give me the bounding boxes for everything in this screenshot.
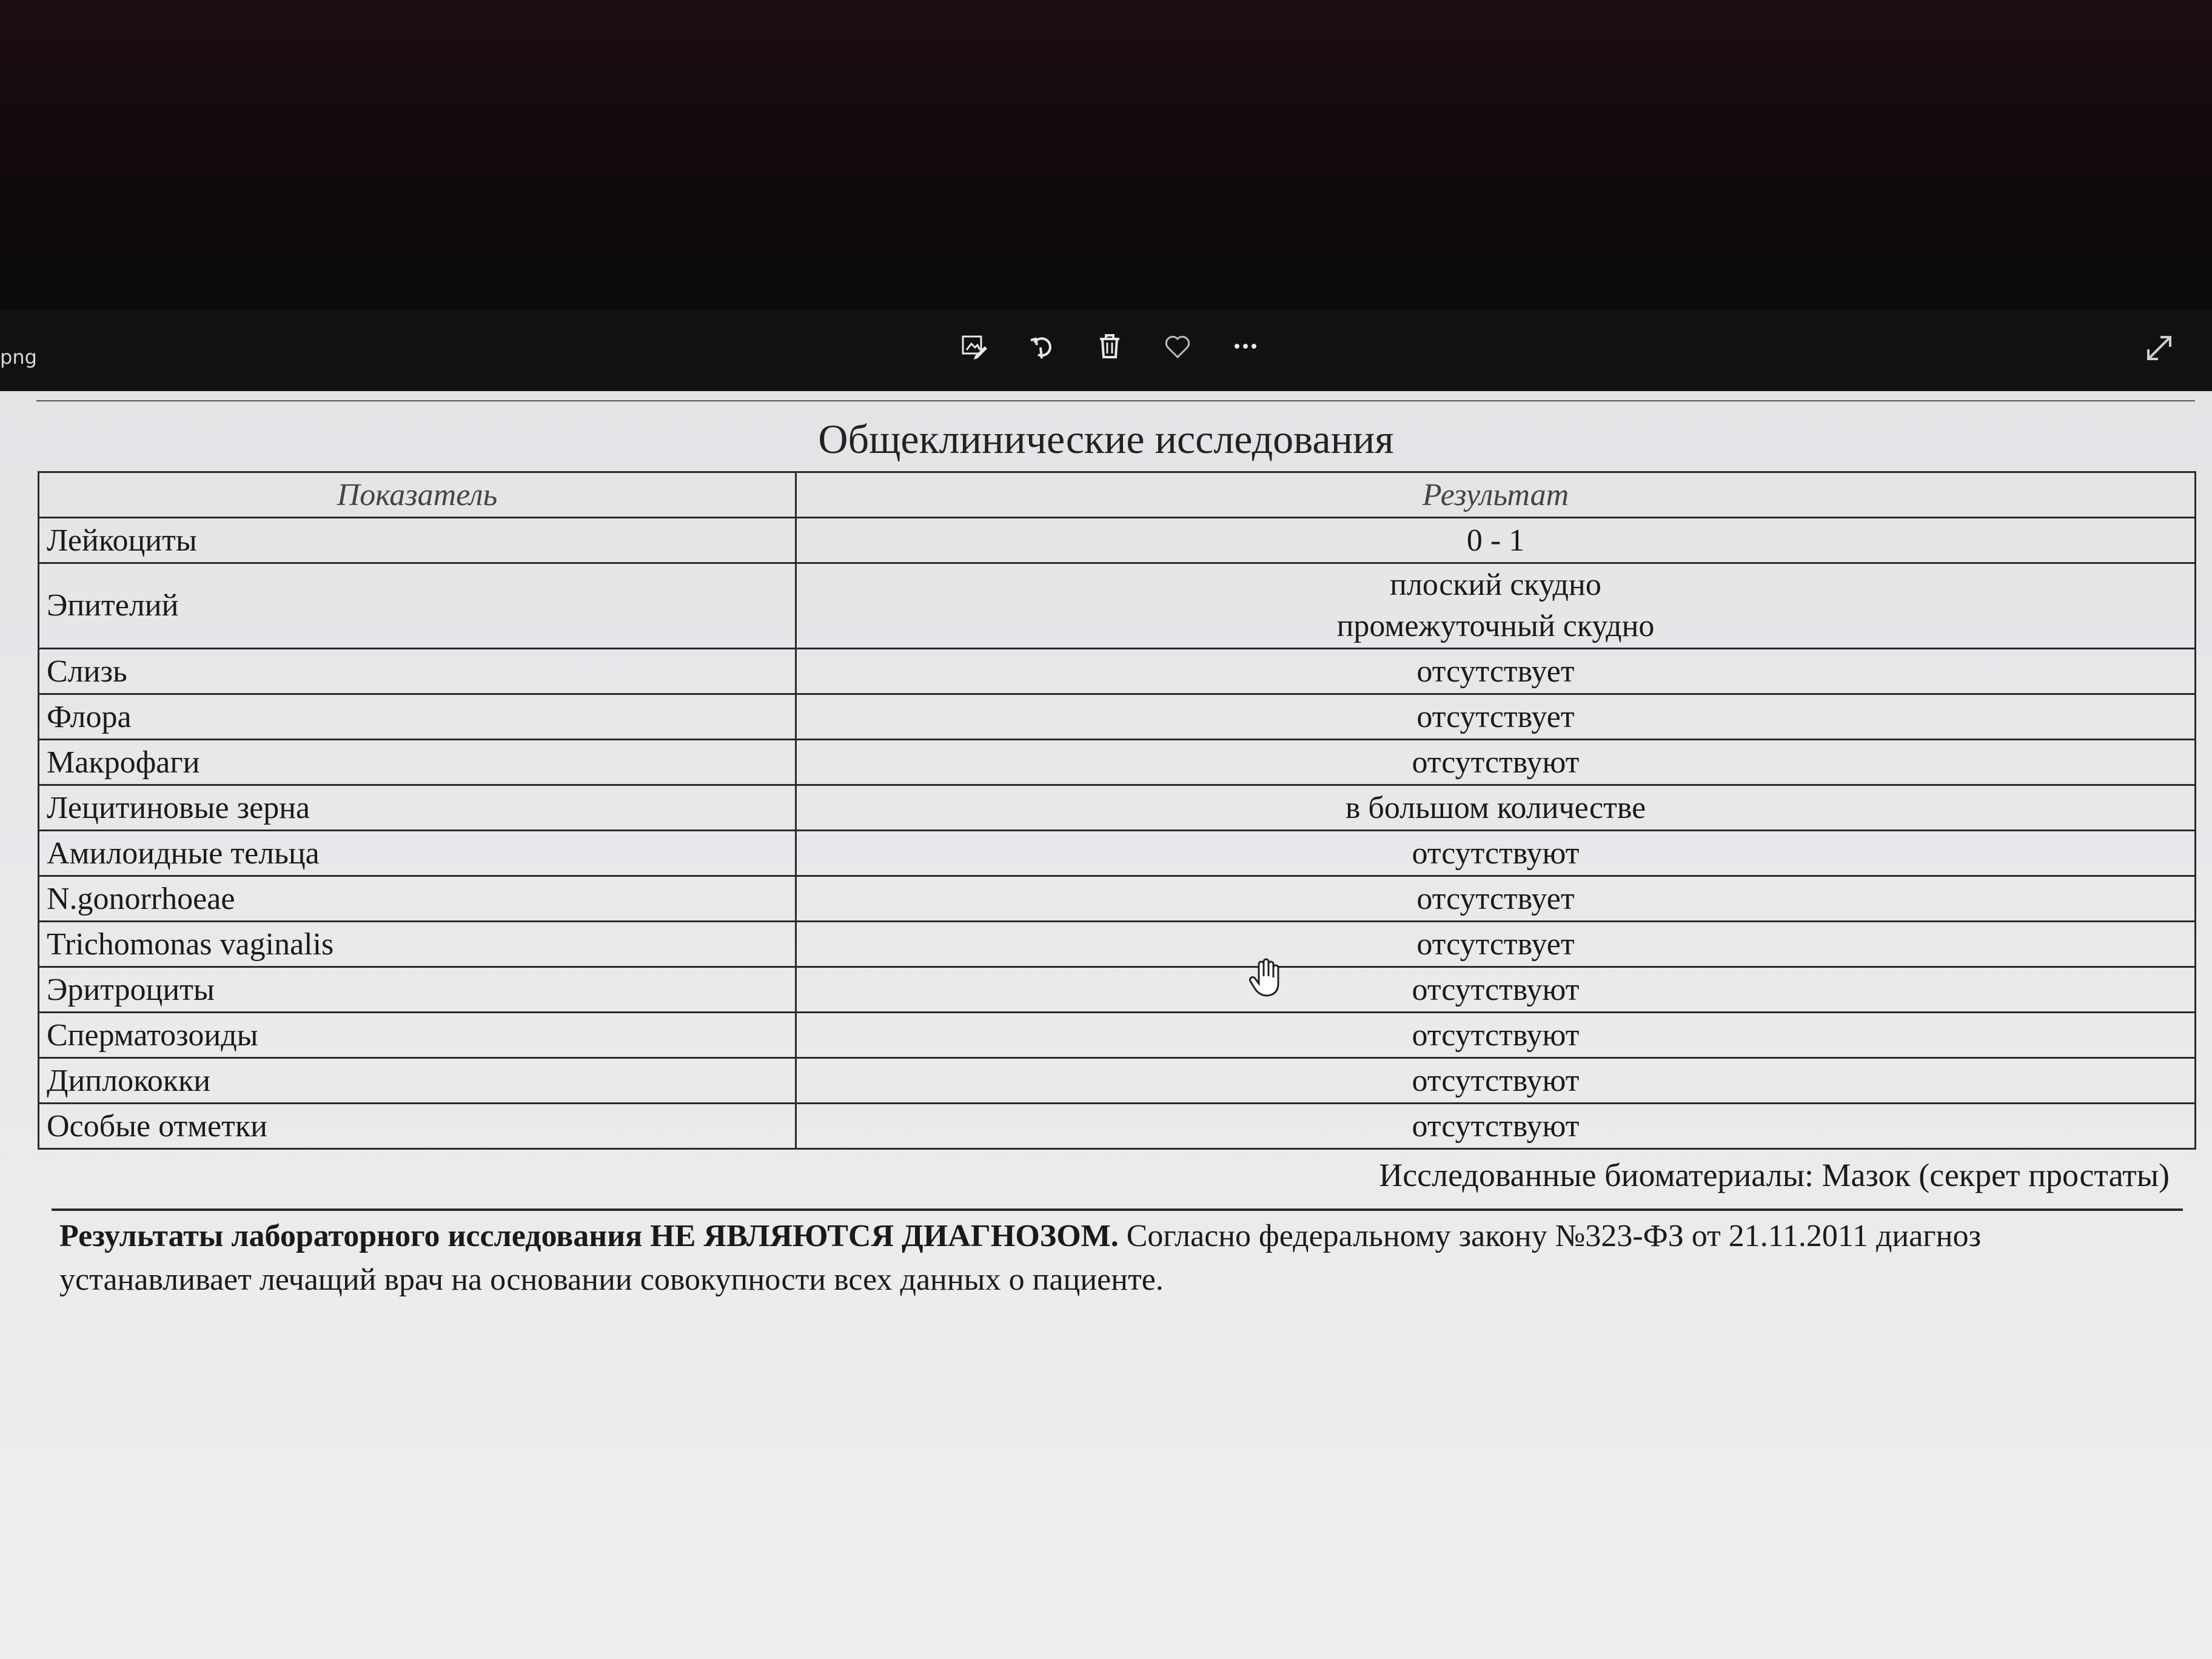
divider (52, 1208, 2183, 1211)
row-name: Флора (39, 694, 796, 740)
table-row (39, 831, 2196, 876)
row-name: Сперматозоиды (39, 1013, 796, 1058)
row-value: 0 - 1 (796, 518, 2196, 563)
row-value: отсутствуют (796, 967, 2196, 1013)
page-title: Общеклинические исследования (818, 416, 1394, 462)
table-row (39, 563, 2196, 649)
disclaimer (59, 1215, 2170, 1302)
row-value: отсутствует (796, 694, 2196, 740)
table-row (39, 649, 2196, 694)
row-name: Слизь (39, 649, 796, 694)
trash-icon[interactable] (1094, 330, 1125, 362)
row-value: отсутствуют (796, 1104, 2196, 1149)
row-value: отсутствуют (796, 1058, 2196, 1104)
row-name: Trichomonas vaginalis (39, 922, 796, 967)
table-row (39, 876, 2196, 922)
row-value: отсутствуют (796, 740, 2196, 785)
table-row (39, 1058, 2196, 1104)
row-name: Эпителий (39, 563, 796, 649)
table-header-row (39, 472, 2196, 518)
table-row (39, 785, 2196, 831)
expand-icon[interactable] (2143, 332, 2175, 364)
document-page (0, 391, 2212, 1659)
row-value: отсутствует (796, 876, 2196, 922)
row-name: Лецитиновые зерна (39, 785, 796, 831)
row-value-line: промежуточный скудно (1336, 609, 1655, 643)
column-header-result: Результат (796, 472, 2196, 518)
toolbar-icons (958, 330, 1261, 362)
file-name: png (0, 346, 37, 369)
rotate-icon[interactable] (1026, 330, 1057, 362)
table-row (39, 740, 2196, 785)
row-value: отсутствует (796, 649, 2196, 694)
hand-cursor-icon (1248, 958, 1282, 998)
table-row (39, 1104, 2196, 1149)
results-table (38, 471, 2196, 1150)
disclaimer-bold: Результаты лабораторного исследования НЕ ЯВЛЯЮТСЯ ДИАГНОЗОМ. (59, 1219, 1119, 1253)
row-name: N.gonorrhoeae (39, 876, 796, 922)
more-icon[interactable] (1230, 330, 1261, 362)
table-row (39, 518, 2196, 563)
table-row (39, 1013, 2196, 1058)
row-value: отсутствуют (796, 831, 2196, 876)
row-value-line: плоский скудно (1390, 568, 1601, 602)
row-name: Эритроциты (39, 967, 796, 1013)
table-row (39, 922, 2196, 967)
row-value (796, 563, 2196, 649)
disclaimer-text: Согласно федеральному закону №323-ФЗ от 21.11.2011 диагноз устанавливает лечащий врач на основании совокупности всех данных о пациенте. (59, 1219, 1982, 1297)
table-row (39, 694, 2196, 740)
row-name: Особые отметки (39, 1104, 796, 1149)
row-name: Лейкоциты (39, 518, 796, 563)
edit-image-icon[interactable] (958, 330, 990, 362)
column-header-indicator: Показатель (39, 472, 796, 518)
row-value: отсутствует (796, 922, 2196, 967)
row-value: отсутствуют (796, 1013, 2196, 1058)
table-row (39, 967, 2196, 1013)
biomaterials-note: Исследованные биоматериалы: Мазок (секрет простаты) (1379, 1157, 2170, 1193)
row-name: Макрофаги (39, 740, 796, 785)
row-name: Амилоидные тельца (39, 831, 796, 876)
heart-icon[interactable] (1162, 330, 1193, 362)
monitor-bezel (0, 0, 2212, 315)
divider (36, 400, 2195, 401)
row-name: Диплококки (39, 1058, 796, 1104)
row-value: в большом количестве (796, 785, 2196, 831)
